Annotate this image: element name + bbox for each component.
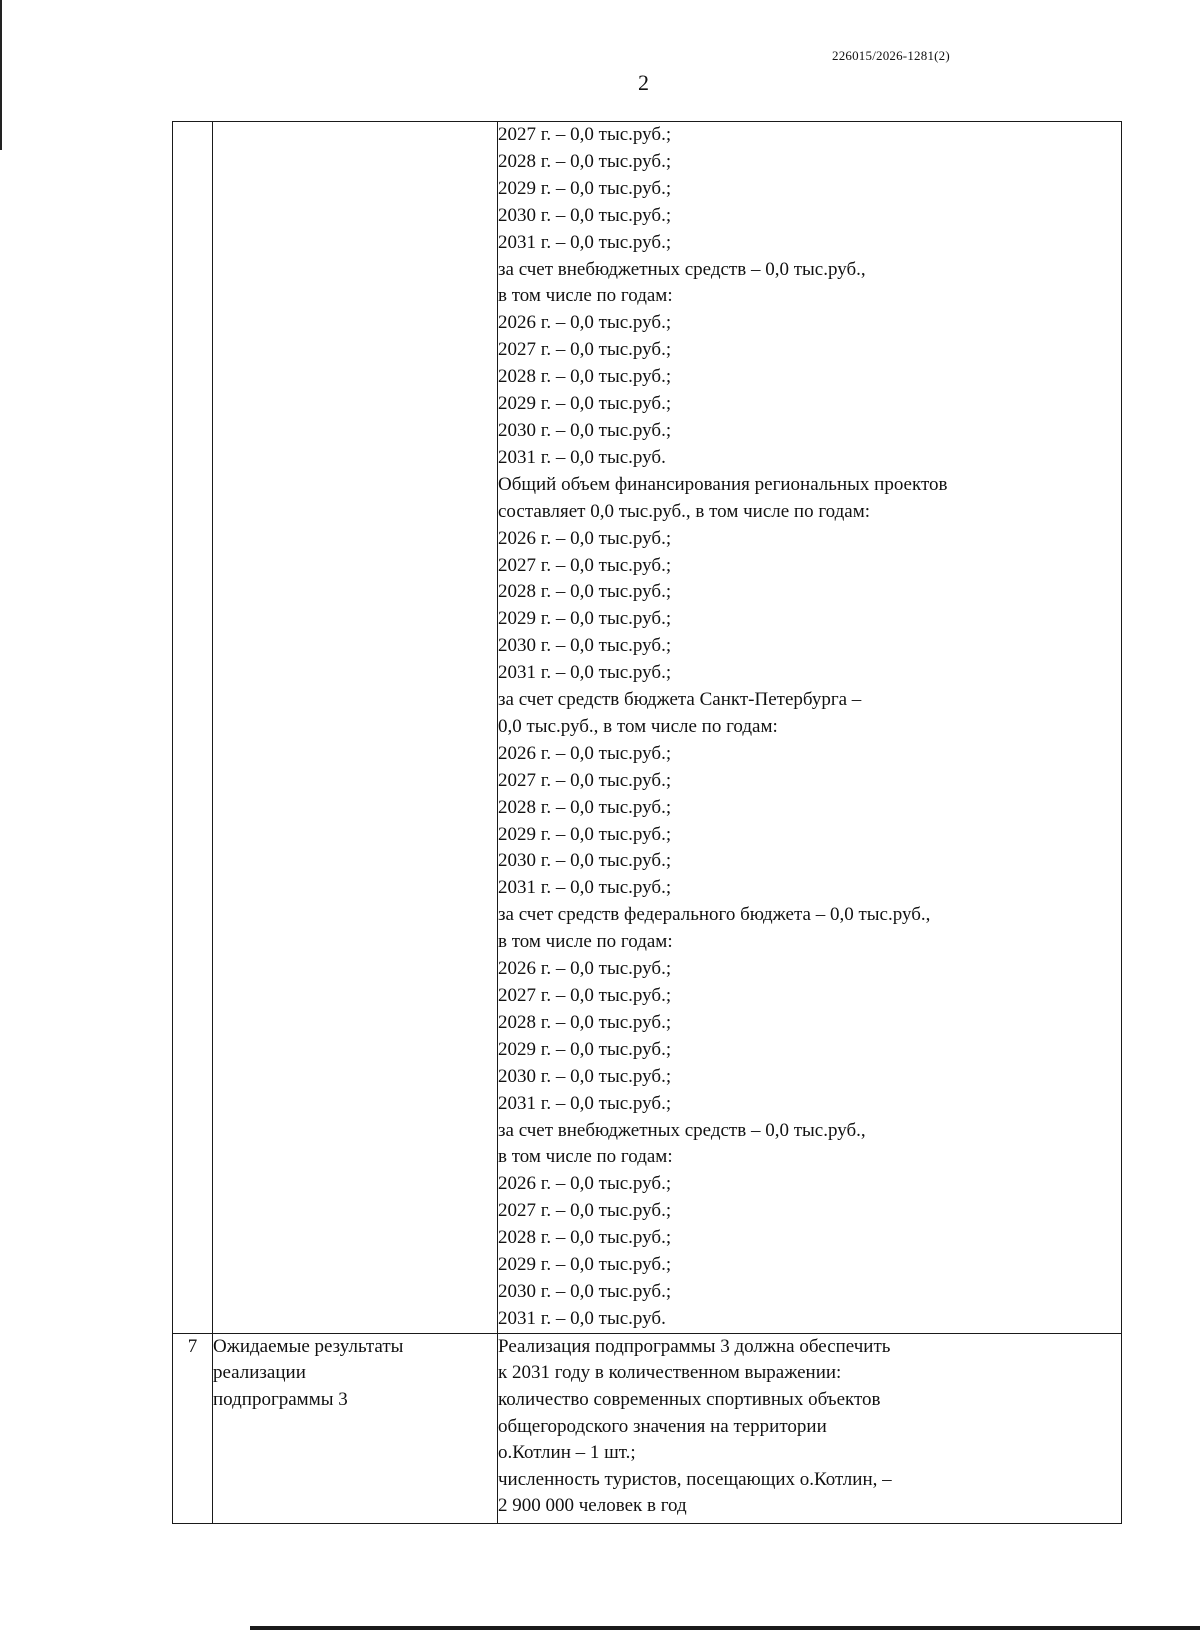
financing-line: 2028 г. – 0,0 тыс.руб.; — [498, 366, 672, 388]
financing-line: в том числе по годам: — [498, 285, 673, 307]
financing-line: 2030 г. – 0,0 тыс.руб.; — [498, 850, 672, 872]
results-line: к 2031 году в количественном выражении: — [498, 1362, 842, 1384]
financing-line: 2026 г. – 0,0 тыс.руб.; — [498, 1173, 672, 1195]
financing-line: в том числе по годам: — [498, 1146, 673, 1168]
expected-results-content-cell — [498, 1333, 1122, 1523]
financing-line: 2029 г. – 0,0 тыс.руб.; — [498, 393, 672, 415]
financing-line: составляет 0,0 тыс.руб., в том числе по годам: — [498, 500, 871, 522]
page-number: 2 — [638, 70, 649, 95]
financing-line: 2029 г. – 0,0 тыс.руб.; — [498, 177, 672, 199]
financing-line: 2029 г. – 0,0 тыс.руб.; — [498, 823, 672, 845]
scan-edge-mark-bottom — [250, 1626, 1200, 1630]
financing-line: 2026 г. – 0,0 тыс.руб.; — [498, 958, 672, 980]
table-row-expected-results — [173, 1333, 1122, 1523]
table-row-financing-continued — [173, 122, 1122, 1334]
results-line: численность туристов, посещающих о.Котлин, – — [498, 1468, 892, 1490]
row-number-cell — [173, 1333, 213, 1523]
financing-line: 2027 г. – 0,0 тыс.руб.; — [498, 985, 672, 1006]
scan-edge-mark — [0, 0, 2, 150]
financing-line: 2031 г. – 0,0 тыс.руб. — [498, 446, 666, 468]
financing-line: 2030 г. – 0,0 тыс.руб.; — [498, 1065, 672, 1087]
financing-line: 2027 г. – 0,0 тыс.руб.; — [498, 339, 672, 361]
subprogram-passport-table — [172, 121, 1122, 1524]
results-line: Реализация подпрограммы 3 должна обеспечить — [498, 1335, 891, 1357]
financing-line: 2026 г. – 0,0 тыс.руб.; — [498, 312, 672, 334]
financing-line: в том числе по годам: — [498, 931, 673, 953]
row-name-line: реализации — [213, 1362, 306, 1384]
financing-line: 2028 г. – 0,0 тыс.руб.; — [498, 796, 672, 818]
results-line: общегородского значения на территории — [498, 1415, 827, 1437]
financing-line: 2026 г. – 0,0 тыс.руб.; — [498, 527, 672, 549]
row-name-cell — [213, 1333, 498, 1523]
financing-line: 2028 г. – 0,0 тыс.руб.; — [498, 1227, 672, 1249]
results-line: 2 900 000 человек в год — [498, 1495, 687, 1517]
financing-line: 2027 г. – 0,0 тыс.руб.; — [498, 769, 672, 791]
financing-line: 2028 г. – 0,0 тыс.руб.; — [498, 150, 672, 172]
financing-line: 2027 г. – 0,0 тыс.руб.; — [498, 124, 672, 145]
financing-line: 2031 г. – 0,0 тыс.руб.; — [498, 662, 672, 684]
row-name-line: подпрограммы 3 — [213, 1388, 348, 1410]
financing-line: за счет внебюджетных средств – 0,0 тыс.руб., — [498, 1119, 866, 1141]
row-number: 7 — [187, 1335, 198, 1357]
financing-line: Общий объем финансирования региональных проектов — [498, 473, 948, 495]
financing-line: 2026 г. – 0,0 тыс.руб.; — [498, 742, 672, 764]
financing-line: 2030 г. – 0,0 тыс.руб.; — [498, 635, 672, 657]
financing-line: 2031 г. – 0,0 тыс.руб. — [498, 1307, 666, 1329]
results-line: о.Котлин – 1 шт.; — [498, 1442, 636, 1464]
row-name-line: Ожидаемые результаты — [213, 1335, 404, 1357]
financing-line: 2028 г. – 0,0 тыс.руб.; — [498, 1011, 672, 1033]
financing-line: 2028 г. – 0,0 тыс.руб.; — [498, 581, 672, 603]
financing-line: 2030 г. – 0,0 тыс.руб.; — [498, 419, 672, 441]
financing-line: 2027 г. – 0,0 тыс.руб.; — [498, 554, 672, 576]
financing-content-cell — [498, 122, 1122, 1334]
financing-line: 2027 г. – 0,0 тыс.руб.; — [498, 1200, 672, 1222]
results-line: количество современных спортивных объектов — [498, 1388, 881, 1410]
financing-line: за счет внебюджетных средств – 0,0 тыс.руб., — [498, 258, 866, 280]
financing-line: 2031 г. – 0,0 тыс.руб.; — [498, 877, 672, 899]
financing-line: 2029 г. – 0,0 тыс.руб.; — [498, 608, 672, 630]
financing-line: 2031 г. – 0,0 тыс.руб.; — [498, 1092, 672, 1114]
financing-line: 0,0 тыс.руб., в том числе по годам: — [498, 715, 778, 737]
row-number-cell — [173, 122, 213, 1334]
document-registration-number: 226015/2026-1281(2) — [832, 48, 950, 63]
financing-line: 2030 г. – 0,0 тыс.руб.; — [498, 1280, 672, 1302]
financing-line: 2030 г. – 0,0 тыс.руб.; — [498, 204, 672, 226]
financing-line: 2031 г. – 0,0 тыс.руб.; — [498, 231, 672, 253]
row-name-cell — [213, 122, 498, 1334]
financing-line: за счет средств федерального бюджета – 0,0 тыс.руб., — [498, 904, 931, 926]
financing-line: 2029 г. – 0,0 тыс.руб.; — [498, 1038, 672, 1060]
financing-line: за счет средств бюджета Санкт-Петербурга – — [498, 689, 862, 711]
financing-line: 2029 г. – 0,0 тыс.руб.; — [498, 1254, 672, 1276]
